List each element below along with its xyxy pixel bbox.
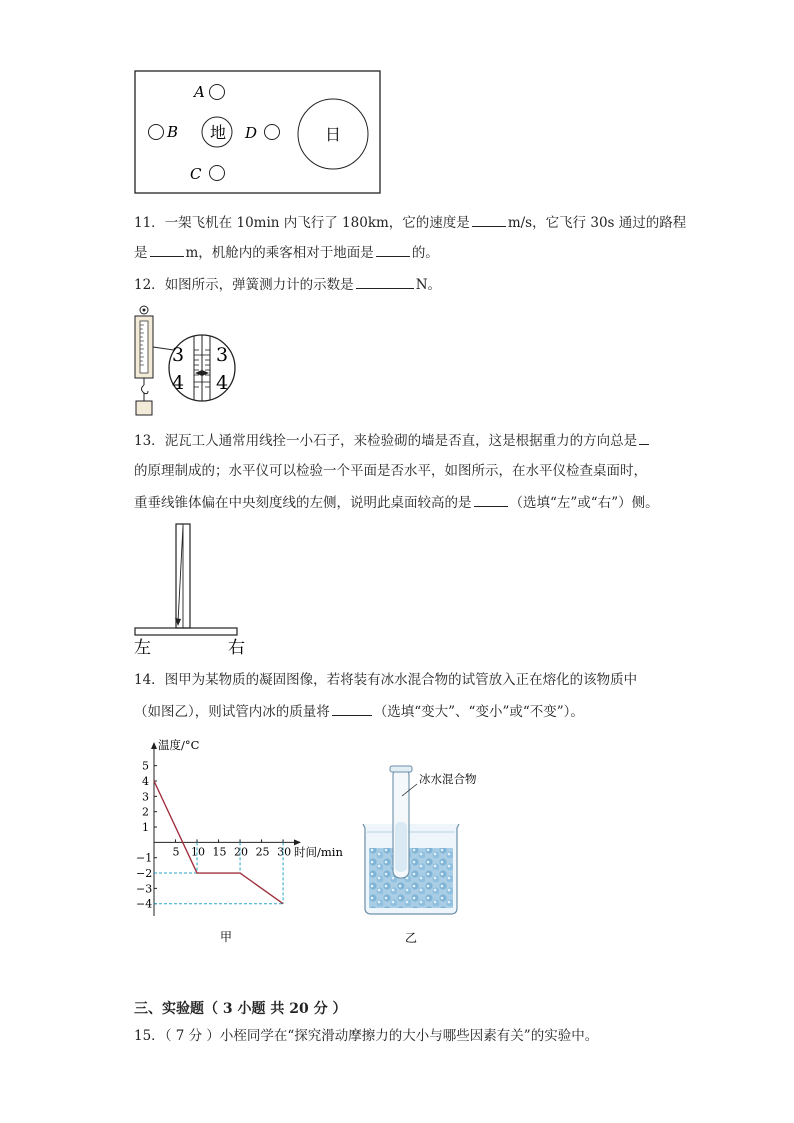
level-figure <box>132 522 252 656</box>
y-tick-label: −4 <box>136 897 153 911</box>
figure-a-label: 甲 <box>220 930 233 944</box>
y-axis-arrow <box>151 742 157 749</box>
x-tick-label: 30 <box>277 845 292 859</box>
position-a-circle <box>210 85 225 100</box>
scale-label-4-right: 4 <box>216 372 229 394</box>
x-tick-label: 25 <box>255 845 270 859</box>
scale-label-4-left: 4 <box>172 372 185 394</box>
solidification-chart <box>134 734 354 944</box>
question-11-line2 <box>134 242 439 263</box>
x-tick-label: 10 <box>191 845 206 859</box>
question-number: 13． <box>134 433 165 449</box>
question-number: 14． <box>134 672 165 688</box>
right-side-label: 右 <box>228 638 245 656</box>
y-tick-label: 5 <box>142 759 149 773</box>
question-text: 一架飞机在 10min 内飞行了 180km，它的速度是 <box>164 215 470 231</box>
question-text: m/s，它飞行 30s 通过的路程 <box>507 215 687 231</box>
y-tick-label: 3 <box>142 790 149 804</box>
answer-blank[interactable] <box>472 212 506 227</box>
answer-blank[interactable] <box>150 242 184 257</box>
scale-label-3-right: 3 <box>216 344 229 366</box>
y-tick-label: −1 <box>136 851 153 865</box>
chart-xlabel: 时间/min <box>294 845 343 859</box>
question-13-line1 <box>134 430 651 451</box>
answer-blank[interactable] <box>332 701 372 716</box>
question-text: 是 <box>134 245 148 261</box>
x-tick-label: 5 <box>172 845 180 859</box>
question-11-line1 <box>134 212 686 233</box>
figure-b-label: 乙 <box>405 931 418 945</box>
position-label-b: B <box>167 123 179 141</box>
answer-blank[interactable] <box>376 242 410 257</box>
question-14-line1 <box>134 670 637 690</box>
beaker-figure <box>355 762 495 947</box>
sun-label: 日 <box>325 125 342 144</box>
question-12 <box>134 274 441 295</box>
section-3-heading: 三、实验题（ 3 小题 共 20 分 ） <box>134 1001 347 1017</box>
question-text: N。 <box>415 277 441 293</box>
x-tick-label: 20 <box>234 845 249 859</box>
chart-ylabel: 温度/°C <box>158 738 200 752</box>
question-text: 的原理制成的；水平仪可以检验一个平面是否水平，如图所示，在水平仪检查桌面时， <box>134 463 647 479</box>
mixture-label: 冰水混合物 <box>419 772 477 786</box>
question-text: 泥瓦工人通常用线拴一小石子，来检验砌的墙是否直，这是根据重力的方向总是 <box>164 433 638 449</box>
scale-label-3-left: 3 <box>172 344 185 366</box>
position-label-d: D <box>245 124 258 142</box>
question-text: 的。 <box>411 245 439 261</box>
y-tick-label: 2 <box>142 805 149 819</box>
earth-label: 地 <box>210 123 227 142</box>
question-text: （ 7 分 ）小桎同学在“探究滑动摩擦力的大小与哪些因素有关”的实验中。 <box>164 1028 599 1044</box>
question-text: m，机舱内的乘客相对于地面是 <box>185 245 374 261</box>
question-text: 重垂线锥体偏在中央刻度线的左侧，说明此桌面较高的是 <box>134 495 472 511</box>
position-label-c: C <box>190 165 202 183</box>
x-tick-label: 15 <box>212 845 227 859</box>
y-tick-label: −3 <box>136 882 153 896</box>
position-d-circle <box>265 125 280 140</box>
y-tick-label: 1 <box>142 821 149 835</box>
earth-sun-figure <box>134 70 382 196</box>
answer-blank[interactable] <box>474 492 508 507</box>
position-b-circle <box>149 125 164 140</box>
question-text: 如图所示，弹簧测力计的示数是 <box>164 277 354 293</box>
question-13-line2 <box>134 461 647 481</box>
answer-blank[interactable] <box>356 274 414 289</box>
question-text: （选填“左”或“右”）侧。 <box>509 495 659 511</box>
question-text: （如图乙），则试管内冰的质量将 <box>134 704 330 720</box>
y-tick-label: 4 <box>142 775 149 789</box>
question-text: 图甲为某物质的凝固图像，若将装有冰水混合物的试管放入正在熔化的该物质中 <box>164 672 638 688</box>
left-side-label: 左 <box>134 638 151 656</box>
y-tick-label: −2 <box>136 867 153 881</box>
question-14-line2 <box>134 701 584 722</box>
question-text: （选填“变大”、“变小”或“不变”）。 <box>373 704 584 720</box>
spring-scale-figure <box>126 303 266 419</box>
position-label-a: A <box>194 83 205 101</box>
question-15 <box>134 1026 598 1046</box>
question-13-line3 <box>134 492 659 513</box>
question-number: 12． <box>134 277 165 293</box>
question-number: 15． <box>134 1028 165 1044</box>
question-number: 11． <box>134 215 165 231</box>
position-c-circle <box>210 166 225 181</box>
answer-blank[interactable] <box>639 430 649 445</box>
